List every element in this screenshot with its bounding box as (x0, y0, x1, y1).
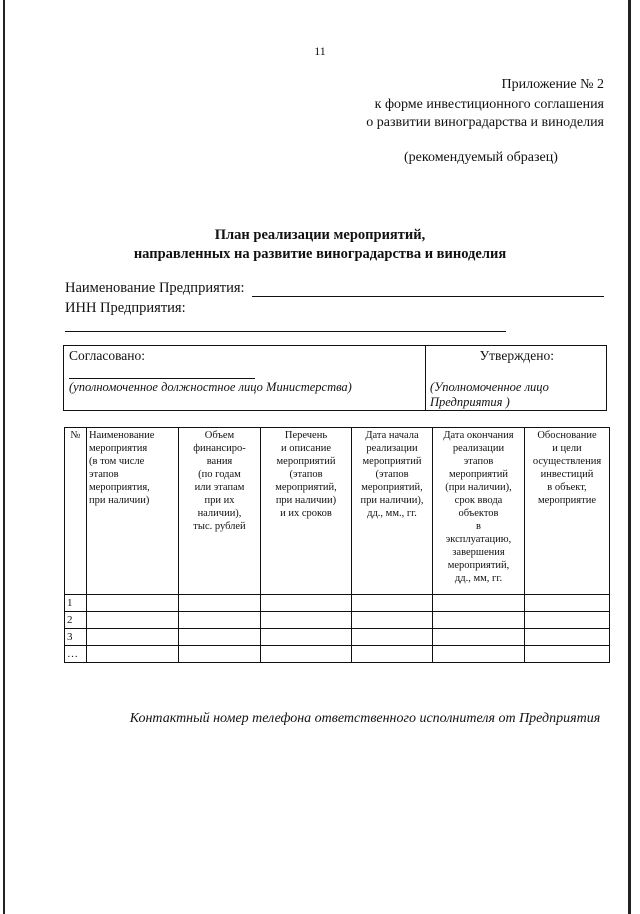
contact-note: Контактный номер телефона ответственного исполнителя от Предприятия (129, 711, 601, 726)
header-line: и описание (280, 443, 332, 454)
header-line: в (476, 521, 481, 532)
header-line: завершения (452, 547, 505, 558)
plan-table-body (65, 595, 610, 663)
header-line: № (70, 430, 81, 441)
table-cell[interactable] (525, 646, 610, 663)
plan-title-line-1: План реализации мероприятий, (214, 227, 426, 243)
header-line: Наименование (89, 430, 155, 441)
header-line: мероприятий, (447, 560, 510, 571)
table-cell[interactable] (261, 629, 352, 646)
table-cell[interactable] (433, 612, 525, 629)
table-cell[interactable] (433, 646, 525, 663)
row-number: 3 (65, 629, 87, 646)
plan-title-line-2: направленных на развитие виноградарства и виноделия (133, 246, 507, 262)
header-line: мероприятие (538, 495, 596, 506)
header-line: в объект, (547, 482, 587, 493)
header-line: мероприятий (449, 469, 508, 480)
header-line: вания (206, 456, 233, 467)
header-line: инвестиций (540, 469, 594, 480)
table-row (65, 646, 610, 663)
table-row (65, 595, 610, 612)
page-number: 11 (314, 44, 326, 58)
header-line: реализации (452, 443, 505, 454)
header-line: Дата окончания (443, 430, 514, 441)
header-line: и их сроков (280, 508, 332, 519)
header-line: (в том числе (89, 456, 145, 467)
approval-box (63, 345, 607, 411)
header-line: (по годам (198, 469, 241, 480)
table-cell[interactable] (525, 612, 610, 629)
header-line: реализации (366, 443, 418, 454)
header-line: объектов (458, 508, 499, 519)
row-number: … (65, 646, 87, 663)
ministry-official-caption: (уполномоченное должностное лицо Министерства) (69, 380, 352, 394)
header-line: осуществления (532, 456, 602, 467)
header-activity-name (87, 428, 179, 595)
header-end-date (433, 428, 525, 595)
enterprise-official-caption (430, 380, 549, 410)
header-line: (этапов (289, 469, 323, 480)
enterprise-name-label: Наименование Предприятия: (65, 280, 245, 296)
header-line: мероприятий, (361, 482, 423, 493)
table-cell[interactable] (352, 595, 433, 612)
header-line: срок ввода (454, 495, 503, 506)
table-cell[interactable] (87, 595, 179, 612)
header-line: мероприятий, (275, 482, 337, 493)
appendix-line-3: о развитии виноградарства и виноделия (366, 115, 604, 130)
header-line: при их (204, 495, 235, 506)
header-line: (при наличии), (445, 482, 512, 493)
table-cell[interactable] (433, 629, 525, 646)
header-line: дд., мм, гг. (454, 573, 503, 584)
header-line: мероприятия, (89, 482, 150, 493)
header-line: тыс. рублей (193, 521, 246, 532)
scan-border-left (3, 0, 5, 914)
table-row (65, 629, 610, 646)
header-line: при наличии) (89, 495, 150, 506)
header-line: эксплуатацию, (445, 534, 512, 545)
table-cell[interactable] (261, 595, 352, 612)
header-line: при наличии), (360, 495, 424, 506)
table-cell[interactable] (525, 595, 610, 612)
table-cell[interactable] (87, 612, 179, 629)
table-cell[interactable] (352, 646, 433, 663)
table-cell[interactable] (261, 612, 352, 629)
table-cell[interactable] (179, 629, 261, 646)
header-line: при наличии) (275, 495, 337, 506)
header-funding-volume (179, 428, 261, 595)
header-line: Объем (204, 430, 235, 441)
header-line: этапов (89, 469, 119, 480)
agreed-label: Согласовано: (69, 348, 145, 363)
appendix-line-1: Приложение № 2 (501, 77, 604, 92)
row-number: 1 (65, 595, 87, 612)
table-cell[interactable] (87, 629, 179, 646)
header-line: мероприятий (276, 456, 336, 467)
enterprise-official-line-2: Предприятия ) (430, 395, 510, 409)
plan-title (0, 226, 640, 264)
header-activities-list (261, 428, 352, 595)
header-line: и цели (552, 443, 582, 454)
ministry-signature-line[interactable] (69, 378, 255, 379)
table-cell[interactable] (87, 646, 179, 663)
inn-label: ИНН Предприятия: (65, 300, 186, 316)
table-row (65, 612, 610, 629)
row-number: 2 (65, 612, 87, 629)
header-line: этапов (463, 456, 494, 467)
header-number (65, 428, 87, 595)
enterprise-official-line-1: (Уполномоченное лицо (430, 380, 549, 394)
appendix-line-2: к форме инвестиционного соглашения (374, 97, 604, 112)
plan-table-header-row (65, 428, 610, 595)
sample-note: (рекомендуемый образец) (404, 150, 558, 165)
scan-border-right (628, 0, 631, 914)
header-line: дд., мм., гг. (367, 508, 417, 519)
header-line: Дата начала (365, 430, 419, 441)
header-line: финансиро- (193, 443, 246, 454)
inn-line[interactable] (65, 331, 506, 332)
header-line: Перечень (284, 430, 328, 441)
header-line: мероприятия (89, 443, 148, 454)
approval-divider (425, 346, 426, 410)
table-cell[interactable] (525, 629, 610, 646)
header-line: (этапов (375, 469, 409, 480)
table-cell[interactable] (352, 612, 433, 629)
table-cell[interactable] (179, 646, 261, 663)
table-cell[interactable] (179, 612, 261, 629)
header-start-date (352, 428, 433, 595)
approved-label: Утверждено: (479, 348, 554, 363)
enterprise-name-line[interactable] (252, 296, 604, 297)
plan-table (64, 427, 610, 663)
header-line: или этапам (194, 482, 245, 493)
table-cell[interactable] (433, 595, 525, 612)
header-line: Обоснование (537, 430, 597, 441)
table-cell[interactable] (261, 646, 352, 663)
table-cell[interactable] (179, 595, 261, 612)
header-justification (525, 428, 610, 595)
header-line: наличии), (197, 508, 242, 519)
header-line: мероприятий (362, 456, 422, 467)
table-cell[interactable] (352, 629, 433, 646)
